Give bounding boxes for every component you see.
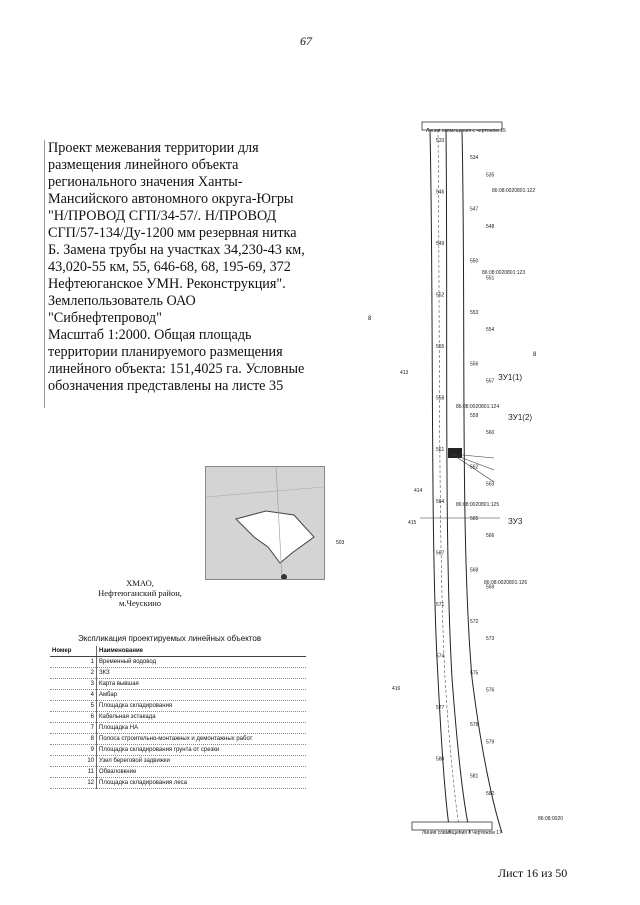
sheet-label: Лист 16 из 50 [498, 866, 568, 880]
title-line: Землепользователь ОАО [48, 293, 196, 309]
boundary-point-label: 546 [436, 189, 445, 196]
explication-body [50, 657, 306, 789]
row-number: 11 [50, 767, 97, 778]
crossing-node [448, 448, 462, 458]
boundary-point-label: 556 [470, 361, 479, 368]
title-line: Б. Замена трубы на участках 34,230-43 км, [48, 242, 305, 258]
explication-row [50, 723, 306, 734]
boundary-point-label: 533 [436, 138, 445, 144]
row-number: 2 [50, 668, 97, 679]
title-line: размещения линейного объекта [48, 157, 239, 173]
row-name: Площадка складирования грунта от срезки [97, 745, 307, 756]
side-mark: 413 [400, 370, 409, 376]
side-mark: 416 [392, 686, 401, 692]
title-line: Масштаб 1:2000. Общая площадь [48, 327, 252, 343]
explication-row [50, 734, 306, 745]
boundary-point-label: 582 [486, 790, 495, 797]
plan-bottom-note: Линия совмещения с чертежом 17 [422, 830, 502, 836]
boundary-point-label: 569 [486, 584, 495, 591]
cadastral-number: 86:08:0020801:125 [456, 502, 500, 508]
pipeline-boundary-center [446, 130, 470, 833]
inset-caption-line: ХМАО, [126, 578, 154, 588]
explication-row [50, 712, 306, 723]
explication-row [50, 668, 306, 679]
plan-drawing [390, 118, 590, 840]
row-name: Полоса строительно-монтажных и демонтажных работ [97, 734, 307, 745]
row-number: 12 [50, 778, 97, 789]
title-line: "Сибнефтепровод" [48, 310, 162, 326]
row-number: 1 [50, 657, 97, 668]
title-line: линейного объекта: 151,4025 га. Условные [48, 361, 305, 377]
boundary-point-label: 535 [486, 172, 495, 179]
title-line: Проект межевания территории для [48, 140, 259, 156]
boundary-point-label: 567 [436, 550, 445, 557]
row-number: 9 [50, 745, 97, 756]
explication-header-row [50, 646, 306, 657]
title-line: 43,020-55 км, 55, 646-68, 68, 195-69, 372 [48, 259, 291, 275]
column-header-number: Номер [50, 646, 97, 657]
boundary-point-label: 571 [436, 601, 445, 608]
boundary-point-label: 575 [470, 670, 479, 677]
boundary-point-label: 561 [436, 447, 445, 454]
row-name: Временный водовод [97, 657, 307, 668]
zone-label: ЗУ1(2) [508, 413, 533, 422]
explication-row [50, 690, 306, 701]
explication-row [50, 657, 306, 668]
row-name: Амбар [97, 690, 307, 701]
boundary-point-label: 572 [470, 619, 479, 625]
explication-row [50, 701, 306, 712]
stray-mark: 8 [533, 352, 537, 358]
explication-row [50, 756, 306, 767]
cadastral-number: 86:08:0020801:122 [492, 188, 536, 194]
row-number: 8 [50, 734, 97, 745]
boundary-point-label: 581 [470, 773, 479, 780]
boundary-point-label: 559 [470, 412, 479, 419]
boundary-point-label: 551 [486, 275, 495, 282]
boundary-point-label: 557 [486, 378, 495, 385]
boundary-point-label: 555 [436, 344, 445, 351]
explication-row [50, 745, 306, 756]
zone-label: ЗУ3 [508, 517, 523, 526]
title-line: Нефтеюганское УМН. Реконструкция". [48, 276, 286, 292]
title-line: "Н/ПРОВОД СГП/34-57/. Н/ПРОВОД [48, 208, 277, 224]
stray-mark: 8 [368, 316, 372, 322]
boundary-point-label: 547 [470, 206, 479, 213]
point-label-group [436, 138, 495, 797]
column-header-name: Наименование [97, 646, 307, 657]
boundary-point-label: 562 [470, 464, 479, 471]
zone-label: ЗУ1(1) [498, 373, 523, 382]
explication-title: Экспликация проектируемых линейных объектов [78, 634, 262, 643]
boundary-point-label: 577 [436, 704, 445, 711]
boundary-point-label: 573 [486, 636, 495, 643]
row-name: Площадка складирования [97, 701, 307, 712]
explication-row [50, 778, 306, 789]
boundary-point-label: 554 [486, 327, 495, 333]
page-number: 67 [300, 34, 312, 48]
boundary-point-label: 563 [486, 481, 495, 488]
boundary-point-label: 566 [486, 533, 495, 540]
boundary-point-label: 549 [436, 241, 445, 248]
inset-label: 503 [336, 540, 345, 546]
row-name: Обваловкние [97, 767, 307, 778]
location-inset-map [205, 466, 325, 580]
inset-map-drawing [206, 467, 324, 579]
boundary-point-label: 552 [436, 292, 445, 299]
boundary-point-label: 534 [470, 155, 479, 162]
title-line: территории планируемого размещения [48, 344, 283, 360]
title-line: Мансийского автономного округа-Югры [48, 191, 294, 207]
boundary-point-label: 550 [470, 258, 479, 265]
row-number: 7 [50, 723, 97, 734]
explication-row [50, 679, 306, 690]
row-number: 3 [50, 679, 97, 690]
boundary-point-label: 565 [470, 515, 479, 522]
inset-caption-line: Нефтеюганский район, [98, 588, 182, 598]
inset-caption [80, 578, 200, 608]
title-line: обозначения представлены на листе 35 [48, 378, 284, 394]
boundary-point-label: 564 [436, 498, 445, 505]
plan-top-note: Линия совмещения с чертежом 15 [426, 128, 506, 134]
boundary-point-label: 576 [486, 687, 495, 694]
cadastral-plan-strip [390, 118, 590, 840]
explication-row [50, 767, 306, 778]
row-name: ЗКЗ [97, 668, 307, 679]
boundary-point-label: 553 [470, 309, 479, 316]
row-number: 4 [50, 690, 97, 701]
boundary-point-label: 558 [436, 395, 445, 402]
row-number: 6 [50, 712, 97, 723]
title-line: регионального значения Ханты- [48, 174, 243, 190]
inset-caption-line: м.Чеускино [118, 598, 162, 608]
margin-rule [44, 140, 45, 408]
project-title-block [48, 140, 338, 395]
row-number: 10 [50, 756, 97, 767]
boundary-point-label: 548 [486, 223, 495, 230]
row-name: Кабельная эстакада [97, 712, 307, 723]
side-mark: 414 [414, 488, 423, 494]
row-name: Площадка НА [97, 723, 307, 734]
boundary-point-label: 560 [486, 430, 495, 437]
cadastral-number-truncated: 86:08:0020 [538, 816, 564, 822]
side-mark: 415 [408, 520, 417, 526]
row-name: Площадка складирования леса [97, 778, 307, 789]
plan-bottom-bar [412, 822, 492, 830]
boundary-point-label: 580 [436, 756, 445, 763]
row-number: 5 [50, 701, 97, 712]
boundary-point-label: 579 [486, 739, 495, 746]
boundary-point-label: 578 [470, 722, 479, 729]
cadastral-number: 86:08:0020801:123 [482, 270, 526, 276]
row-name: Узел береговой задвижки [97, 756, 307, 767]
row-name: Карта вывшая [97, 679, 307, 690]
pipeline-boundary-right [462, 130, 502, 833]
cadastral-number: 86:08:0020801:124 [456, 404, 500, 410]
pipeline-axis [438, 130, 460, 833]
cadastral-number: 86:08:0020801:126 [484, 580, 528, 586]
boundary-point-label: 568 [470, 567, 479, 574]
title-line: СГП/57-134/Ду-1200 мм резервная нитка [48, 225, 297, 241]
boundary-point-label: 574 [436, 653, 445, 660]
explication-table [50, 646, 306, 789]
